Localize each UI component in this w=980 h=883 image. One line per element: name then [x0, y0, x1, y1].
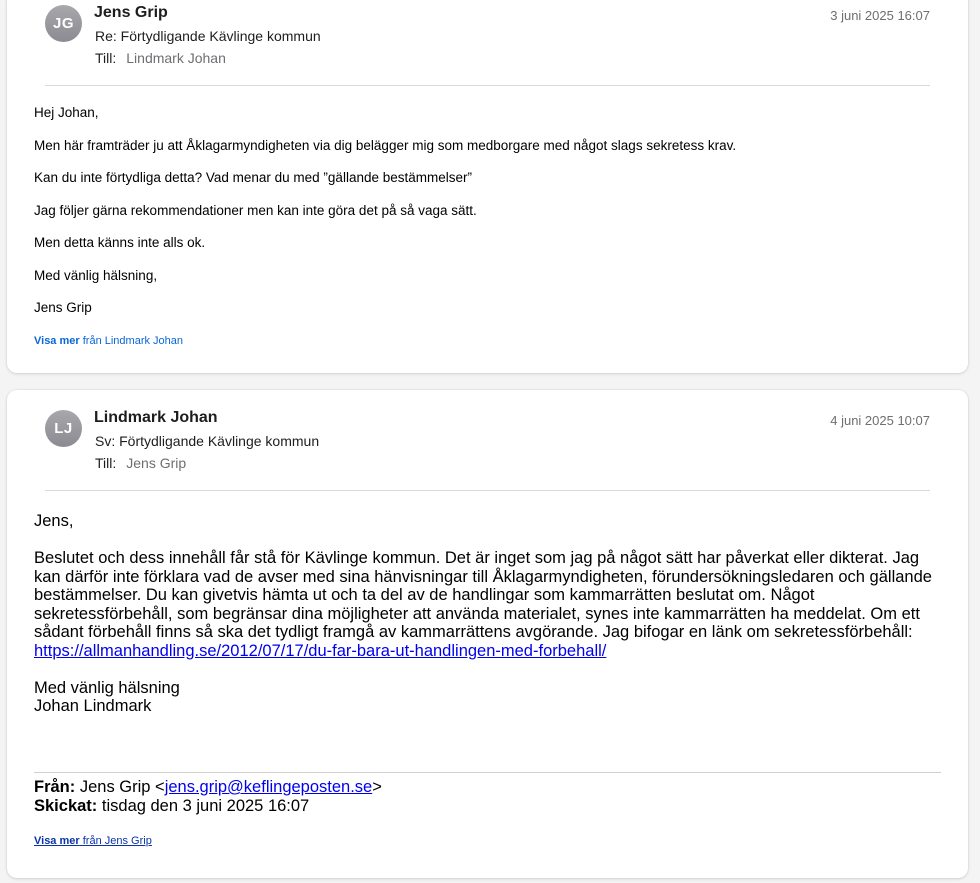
header-divider [45, 85, 930, 86]
closing: Med vänlig hälsning [34, 678, 180, 697]
body-line: Hej Johan, [34, 105, 99, 120]
message-body [34, 512, 939, 716]
to-label: Till: [95, 455, 117, 471]
from-row [34, 778, 382, 797]
avatar: JG [45, 5, 82, 42]
sent-label: Skickat: [34, 797, 98, 815]
show-more-source: från Lindmark Johan [82, 335, 184, 347]
message-body [34, 105, 934, 333]
recipient-name[interactable]: Jens Grip [126, 455, 187, 471]
sent-value: tisdag den 3 juni 2025 16:07 [101, 797, 310, 815]
recipient-name[interactable]: Lindmark Johan [126, 50, 226, 66]
message-subject: Re: Förtydligande Kävlinge kommun [95, 28, 321, 44]
sender-name[interactable]: Lindmark Johan [94, 409, 218, 426]
avatar: LJ [45, 410, 82, 447]
message-card-2 [7, 390, 968, 878]
message-subject: Sv: Förtydligande Kävlinge kommun [95, 433, 320, 449]
show-more-label: Visa mer [34, 335, 80, 347]
reference-link[interactable]: https://allmanhandling.se/2012/07/17/du-far-bara-ut-handlingen-med-forbehall/ [34, 641, 607, 660]
body-line: Men detta känns inte alls ok. [34, 235, 206, 250]
from-label: Från: [34, 778, 76, 796]
body-line: Med vänlig hälsning, [34, 267, 158, 283]
signature: Johan Lindmark [34, 697, 152, 715]
to-label: Till: [95, 50, 117, 66]
quoted-header [34, 778, 382, 816]
show-more-link[interactable] [34, 335, 183, 347]
body-line: Men här framträder ju att Åklagarmyndigheten via dig belägger mig som medborgare med något slags sekretess krav. [34, 137, 737, 153]
message-date: 3 juni 2025 16:07 [830, 8, 930, 23]
sender-name[interactable]: Jens Grip [94, 4, 168, 21]
recipient-row [95, 50, 226, 66]
body-line: Jens Grip [34, 300, 92, 315]
show-more-label: Visa mer [34, 835, 80, 847]
body-line: Jag följer gärna rekommendationer men kan inte göra det på så vaga sätt. [34, 202, 477, 218]
body-paragraph: Beslutet och dess innehåll får stå för Kävlinge kommun. Det är inget som jag på något sätt har påverkat eller dikterat. Jag kan därför inte förklara vad de avser med sina hänvisningar till Åklagarmyndigheten, förundersökningsledaren och gällande bestämmelser. Du kan givetvis hämta ut och ta del av de handlingar som kammarrätten beslutat om. Något sekretessförbehåll, som begränsar dina möjligheter att använda materialet, synes inte kammarrätten ha meddelat. Om ett sådant förbehåll finns så ska det tydligt framgå av kammarrättens avgörande. Jag bifogar en länk om sekretessförbehåll: [34, 549, 932, 641]
message-date: 4 juni 2025 10:07 [830, 413, 930, 428]
show-more-link[interactable] [34, 835, 152, 847]
body-line: Kan du inte förtydliga detta? Vad menar du med ”gällande bestämmelser” [34, 170, 472, 185]
from-email-link[interactable]: jens.grip@keflingeposten.se [164, 778, 373, 796]
show-more-source: från Jens Grip [82, 835, 152, 847]
sent-row [34, 797, 382, 816]
greeting: Jens, [34, 512, 74, 530]
from-close: > [372, 778, 382, 796]
header-divider [45, 490, 930, 491]
quoted-divider [34, 772, 941, 773]
message-card-1 [7, 0, 968, 373]
recipient-row [95, 455, 186, 471]
from-name: Jens Grip < [79, 778, 165, 796]
